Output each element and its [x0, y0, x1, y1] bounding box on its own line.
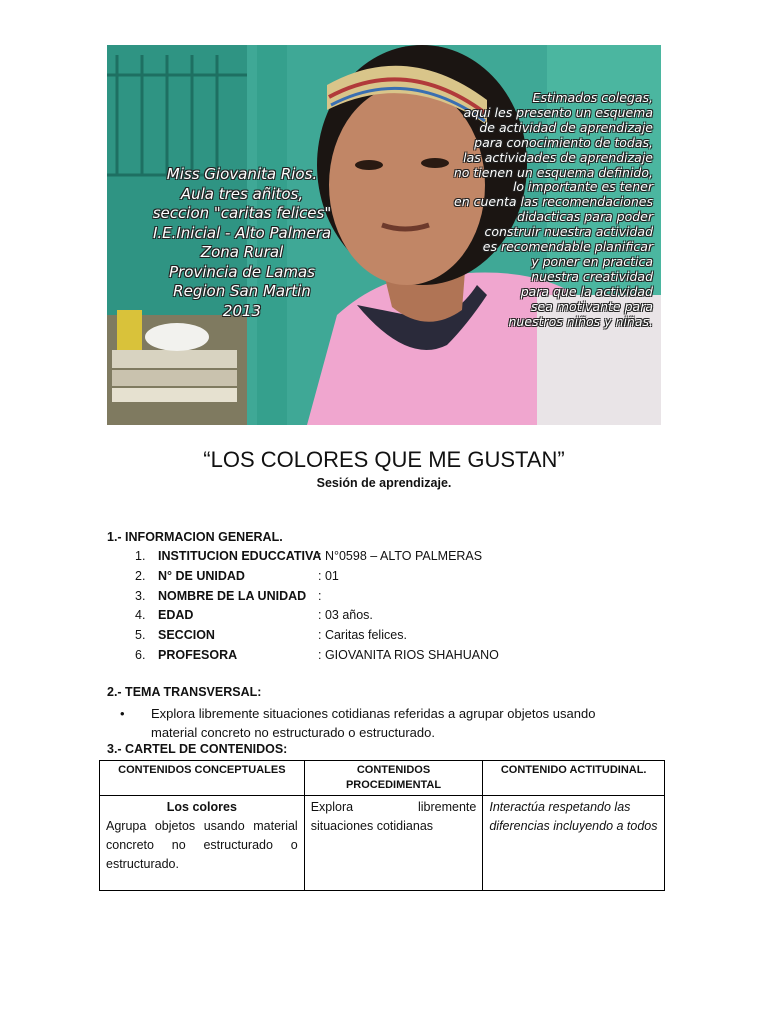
overlay-left-line: Aula tres añitos,	[180, 184, 304, 203]
overlay-message-block	[454, 91, 653, 330]
overlay-right-line: lo importante es tener	[512, 179, 653, 195]
column-header: CONTENIDO ACTITUDINAL.	[483, 761, 665, 796]
document-title: “LOS COLORES QUE ME GUSTAN”	[203, 447, 565, 472]
list-item	[135, 648, 655, 668]
overlay-left-line: Miss Giovanita Rios.	[166, 165, 318, 183]
bullet-text: Explora libremente situaciones cotidianas referidas a agrupar objetos usando material concreto no estructurado o estructurado.	[151, 706, 596, 740]
overlay-right-line: en cuenta las recomendaciones	[454, 194, 653, 210]
document-subtitle: Sesión de aprendizaje.	[316, 476, 452, 490]
item-value: : Caritas felices.	[318, 628, 407, 643]
item-label: EDAD	[158, 608, 194, 623]
concept-text: Agrupa objetos usando material concreto no estructurado o estructurado.	[106, 819, 298, 871]
list-item	[135, 549, 655, 569]
item-label: NOMBRE DE LA UNIDAD	[158, 588, 307, 603]
overlay-right-line: para conocimiento de todas,	[474, 134, 653, 150]
overlay-right-line: para que la actividad	[520, 283, 653, 299]
section-heading-general-info: 1.- INFORMACION GENERAL.	[107, 530, 283, 544]
item-value: : 01	[318, 568, 339, 583]
overlay-right-line: didacticas para poder	[517, 209, 653, 225]
item-value: : GIOVANITA RIOS SHAHUANO	[318, 647, 499, 662]
table-cell-conceptual	[100, 796, 305, 891]
overlay-right-line: construir nuestra actividad	[484, 224, 653, 240]
table-cell-procedimental	[304, 796, 483, 891]
item-number: 6.	[135, 647, 146, 662]
column-header: CONTENIDOS CONCEPTUALES	[100, 761, 305, 796]
overlay-right-line: nuestra creatividad	[531, 268, 653, 284]
list-item	[135, 628, 655, 648]
concept-title: Los colores	[166, 800, 237, 814]
overlay-left-line: seccion "caritas felices"	[152, 204, 332, 222]
section-heading-transversal: 2.- TEMA TRANSVERSAL:	[107, 685, 262, 699]
overlay-right-line: aqui les presento un esquema	[463, 104, 653, 120]
item-label: SECCION	[158, 628, 215, 643]
item-number: 5.	[135, 628, 146, 643]
overlay-left-line: Zona Rural	[200, 243, 284, 261]
overlay-author-block	[137, 165, 347, 321]
list-item	[135, 569, 655, 589]
overlay-left-line: Provincia de Lamas	[168, 262, 315, 281]
section-heading-contents: 3.- CARTEL DE CONTENIDOS:	[107, 742, 288, 756]
item-value: : 03 años.	[318, 608, 373, 623]
overlay-right-line: nuestros niños y niñas.	[508, 313, 653, 329]
list-item	[135, 589, 655, 609]
item-number: 2.	[135, 568, 146, 583]
table-cell-actitudinal	[483, 796, 665, 891]
contents-table	[99, 760, 665, 891]
overlay-right-line: es recomendable planificar	[482, 239, 653, 255]
overlay-right-line: Estimados colegas,	[532, 90, 653, 105]
item-label: N° DE UNIDAD	[158, 568, 245, 583]
cover-photo	[107, 45, 661, 425]
item-number: 1.	[135, 549, 146, 563]
transversal-bullet	[120, 704, 640, 742]
overlay-left-line: 2013	[222, 301, 262, 320]
actitudinal-text: Interactúa respetando las diferencias incluyendo a todos	[489, 800, 658, 833]
overlay-right-line: de actividad de aprendizaje	[479, 119, 653, 135]
overlay-right-line: no tienen un esquema definido,	[453, 164, 653, 180]
list-item	[135, 608, 655, 628]
overlay-left-line: I.E.Inicial - Alto Palmera	[152, 223, 332, 242]
item-number: 3.	[135, 588, 146, 603]
table-header-row	[100, 761, 665, 796]
bullet-icon: •	[120, 706, 125, 721]
procedimental-text: Explora libremente situaciones cotidianas	[310, 800, 477, 833]
overlay-right-line: las actividades de aprendizaje	[463, 149, 653, 165]
item-label: INSTITUCION EDUCCATIVA	[158, 549, 322, 563]
overlay-left-line: Region San Martin	[173, 282, 311, 300]
column-header: CONTENIDOS PROCEDIMENTAL	[304, 761, 483, 796]
item-value: : N°0598 – ALTO PALMERAS	[318, 549, 483, 563]
general-info-list	[135, 549, 655, 668]
item-number: 4.	[135, 608, 146, 623]
overlay-right-line: y poner en practica	[531, 253, 653, 269]
item-label: PROFESORA	[158, 647, 238, 662]
item-value: :	[318, 588, 322, 603]
overlay-right-line: sea motivante para	[531, 298, 653, 314]
table-row	[100, 796, 665, 891]
